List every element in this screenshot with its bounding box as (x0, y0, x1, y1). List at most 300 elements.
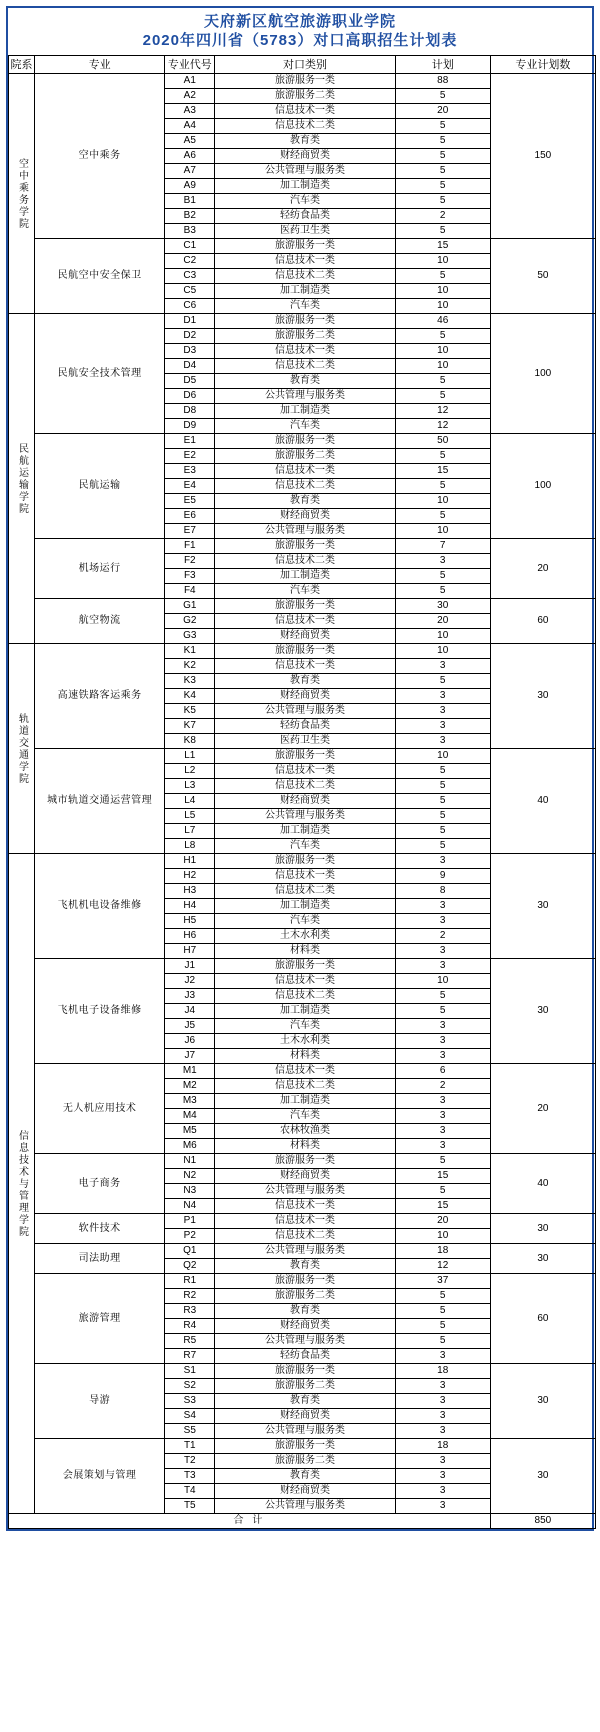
plan-count-cell: 5 (395, 1004, 490, 1019)
title-line-1: 天府新区航空旅游职业学院 (203, 13, 396, 30)
category-cell: 汽车类 (215, 839, 395, 854)
plan-count-cell: 5 (395, 509, 490, 524)
major-code-cell: K2 (165, 659, 215, 674)
plan-count-cell: 50 (395, 434, 490, 449)
major-total-cell: 30 (490, 1214, 595, 1244)
plan-count-cell: 5 (395, 674, 490, 689)
major-code-cell: R7 (165, 1349, 215, 1364)
major-code-cell: N2 (165, 1169, 215, 1184)
table-head (9, 56, 596, 74)
major-code-cell: B1 (165, 194, 215, 209)
category-cell: 公共管理与服务类 (215, 1424, 395, 1439)
plan-count-cell: 37 (395, 1274, 490, 1289)
category-cell: 旅游服务一类 (215, 539, 395, 554)
major-code-cell: H4 (165, 899, 215, 914)
table-row (9, 1244, 596, 1259)
total-label-cell: 合 计 (9, 1514, 491, 1529)
major-code-cell: E4 (165, 479, 215, 494)
category-cell: 信息技术一类 (215, 254, 395, 269)
category-cell: 信息技术二类 (215, 1229, 395, 1244)
department-cell: 轨道交通学院 (9, 644, 35, 854)
major-code-cell: L2 (165, 764, 215, 779)
major-name-cell: 民航运输 (35, 434, 165, 539)
plan-count-cell: 3 (395, 689, 490, 704)
major-code-cell: L7 (165, 824, 215, 839)
major-code-cell: K1 (165, 644, 215, 659)
major-code-cell: A6 (165, 149, 215, 164)
major-code-cell: F4 (165, 584, 215, 599)
plan-count-cell: 10 (395, 344, 490, 359)
plan-count-cell: 15 (395, 1169, 490, 1184)
category-cell: 旅游服务一类 (215, 854, 395, 869)
major-code-cell: P2 (165, 1229, 215, 1244)
plan-count-cell: 5 (395, 1334, 490, 1349)
major-code-cell: A9 (165, 179, 215, 194)
table-row (9, 959, 596, 974)
category-cell: 信息技术一类 (215, 659, 395, 674)
major-code-cell: J4 (165, 1004, 215, 1019)
major-total-cell: 60 (490, 1274, 595, 1364)
plan-count-cell: 9 (395, 869, 490, 884)
plan-count-cell: 5 (395, 119, 490, 134)
category-cell: 旅游服务一类 (215, 959, 395, 974)
category-cell: 教育类 (215, 674, 395, 689)
category-cell: 信息技术一类 (215, 764, 395, 779)
major-code-cell: R4 (165, 1319, 215, 1334)
plan-count-cell: 3 (395, 959, 490, 974)
major-code-cell: A2 (165, 89, 215, 104)
plan-count-cell: 20 (395, 1214, 490, 1229)
major-code-cell: H6 (165, 929, 215, 944)
category-cell: 材料类 (215, 944, 395, 959)
major-code-cell: M3 (165, 1094, 215, 1109)
major-code-cell: E6 (165, 509, 215, 524)
category-cell: 旅游服务一类 (215, 1364, 395, 1379)
category-cell: 加工制造类 (215, 1094, 395, 1109)
major-code-cell: D4 (165, 359, 215, 374)
table-row (9, 314, 596, 329)
major-total-cell: 30 (490, 1364, 595, 1439)
major-total-cell: 150 (490, 74, 595, 239)
table-row (9, 239, 596, 254)
total-value-cell: 850 (490, 1514, 595, 1529)
category-cell: 信息技术一类 (215, 104, 395, 119)
department-cell: 信息技术与管理学院 (9, 854, 35, 1514)
table-row (9, 749, 596, 764)
category-cell: 财经商贸类 (215, 1484, 395, 1499)
plan-count-cell: 5 (395, 164, 490, 179)
major-name-cell: 城市轨道交通运营管理 (35, 749, 165, 854)
plan-count-cell: 30 (395, 599, 490, 614)
major-code-cell: R5 (165, 1334, 215, 1349)
major-code-cell: K5 (165, 704, 215, 719)
plan-count-cell: 3 (395, 1349, 490, 1364)
plan-count-cell: 3 (395, 704, 490, 719)
category-cell: 信息技术二类 (215, 884, 395, 899)
plan-count-cell: 5 (395, 134, 490, 149)
major-total-cell: 20 (490, 539, 595, 599)
col-header-major: 专业 (35, 56, 165, 74)
category-cell: 旅游服务一类 (215, 314, 395, 329)
plan-count-cell: 10 (395, 359, 490, 374)
major-name-cell: 飞机机电设备维修 (35, 854, 165, 959)
major-code-cell: A3 (165, 104, 215, 119)
plan-count-cell: 3 (395, 1019, 490, 1034)
major-code-cell: D9 (165, 419, 215, 434)
category-cell: 旅游服务二类 (215, 89, 395, 104)
plan-count-cell: 5 (395, 764, 490, 779)
major-code-cell: T2 (165, 1454, 215, 1469)
plan-count-cell: 3 (395, 1484, 490, 1499)
category-cell: 旅游服务二类 (215, 1289, 395, 1304)
category-cell: 材料类 (215, 1139, 395, 1154)
major-name-cell: 飞机电子设备维修 (35, 959, 165, 1064)
category-cell: 信息技术一类 (215, 344, 395, 359)
plan-count-cell: 3 (395, 899, 490, 914)
major-code-cell: K8 (165, 734, 215, 749)
major-code-cell: J5 (165, 1019, 215, 1034)
category-cell: 公共管理与服务类 (215, 1244, 395, 1259)
major-name-cell: 空中乘务 (35, 74, 165, 239)
plan-count-cell: 3 (395, 1034, 490, 1049)
major-code-cell: N1 (165, 1154, 215, 1169)
major-total-cell: 100 (490, 314, 595, 434)
major-total-cell: 40 (490, 1154, 595, 1214)
major-code-cell: M1 (165, 1064, 215, 1079)
category-cell: 信息技术二类 (215, 119, 395, 134)
category-cell: 公共管理与服务类 (215, 1334, 395, 1349)
plan-count-cell: 7 (395, 539, 490, 554)
category-cell: 教育类 (215, 1469, 395, 1484)
major-code-cell: H3 (165, 884, 215, 899)
category-cell: 汽车类 (215, 299, 395, 314)
major-name-cell: 无人机应用技术 (35, 1064, 165, 1154)
category-cell: 信息技术一类 (215, 974, 395, 989)
plan-count-cell: 3 (395, 1379, 490, 1394)
plan-count-cell: 5 (395, 1304, 490, 1319)
category-cell: 材料类 (215, 1049, 395, 1064)
major-name-cell: 民航安全技术管理 (35, 314, 165, 434)
table-row (9, 599, 596, 614)
plan-count-cell: 18 (395, 1439, 490, 1454)
plan-count-cell: 8 (395, 884, 490, 899)
major-name-cell: 电子商务 (35, 1154, 165, 1214)
plan-count-cell: 5 (395, 1154, 490, 1169)
major-code-cell: Q2 (165, 1259, 215, 1274)
plan-count-cell: 5 (395, 149, 490, 164)
major-code-cell: E1 (165, 434, 215, 449)
major-code-cell: M5 (165, 1124, 215, 1139)
major-code-cell: R2 (165, 1289, 215, 1304)
major-code-cell: C3 (165, 269, 215, 284)
major-code-cell: A5 (165, 134, 215, 149)
plan-count-cell: 2 (395, 929, 490, 944)
major-total-cell: 30 (490, 644, 595, 749)
major-code-cell: S1 (165, 1364, 215, 1379)
plan-count-cell: 10 (395, 524, 490, 539)
major-code-cell: J3 (165, 989, 215, 1004)
category-cell: 信息技术一类 (215, 1214, 395, 1229)
plan-count-cell: 20 (395, 104, 490, 119)
major-code-cell: L8 (165, 839, 215, 854)
major-code-cell: J6 (165, 1034, 215, 1049)
major-code-cell: D1 (165, 314, 215, 329)
major-code-cell: K3 (165, 674, 215, 689)
major-code-cell: C1 (165, 239, 215, 254)
major-code-cell: S2 (165, 1379, 215, 1394)
plan-count-cell: 10 (395, 494, 490, 509)
major-code-cell: S3 (165, 1394, 215, 1409)
major-name-cell: 司法助理 (35, 1244, 165, 1274)
major-code-cell: H2 (165, 869, 215, 884)
category-cell: 旅游服务二类 (215, 1379, 395, 1394)
major-code-cell: D3 (165, 344, 215, 359)
category-cell: 公共管理与服务类 (215, 1184, 395, 1199)
category-cell: 医药卫生类 (215, 734, 395, 749)
major-code-cell: N4 (165, 1199, 215, 1214)
major-code-cell: A7 (165, 164, 215, 179)
table-row (9, 74, 596, 89)
category-cell: 旅游服务一类 (215, 1154, 395, 1169)
major-code-cell: E7 (165, 524, 215, 539)
plan-count-cell: 6 (395, 1064, 490, 1079)
major-total-cell: 30 (490, 959, 595, 1064)
plan-count-cell: 3 (395, 1409, 490, 1424)
category-cell: 旅游服务一类 (215, 239, 395, 254)
major-name-cell: 高速铁路客运乘务 (35, 644, 165, 749)
category-cell: 财经商贸类 (215, 1319, 395, 1334)
total-row (9, 1514, 596, 1529)
category-cell: 加工制造类 (215, 284, 395, 299)
category-cell: 汽车类 (215, 1109, 395, 1124)
plan-count-cell: 5 (395, 1184, 490, 1199)
plan-count-cell: 3 (395, 1499, 490, 1514)
plan-count-cell: 5 (395, 989, 490, 1004)
major-code-cell: H1 (165, 854, 215, 869)
major-total-cell: 20 (490, 1064, 595, 1154)
plan-count-cell: 12 (395, 419, 490, 434)
plan-count-cell: 88 (395, 74, 490, 89)
plan-count-cell: 12 (395, 404, 490, 419)
major-code-cell: T5 (165, 1499, 215, 1514)
category-cell: 旅游服务一类 (215, 749, 395, 764)
major-code-cell: N3 (165, 1184, 215, 1199)
plan-count-cell: 5 (395, 569, 490, 584)
category-cell: 信息技术二类 (215, 554, 395, 569)
major-code-cell: T3 (165, 1469, 215, 1484)
plan-count-cell: 5 (395, 779, 490, 794)
category-cell: 土木水利类 (215, 929, 395, 944)
plan-count-cell: 3 (395, 1124, 490, 1139)
category-cell: 汽车类 (215, 914, 395, 929)
major-code-cell: C5 (165, 284, 215, 299)
plan-count-cell: 5 (395, 89, 490, 104)
category-cell: 汽车类 (215, 419, 395, 434)
major-code-cell: K7 (165, 719, 215, 734)
plan-count-cell: 3 (395, 854, 490, 869)
category-cell: 教育类 (215, 494, 395, 509)
category-cell: 公共管理与服务类 (215, 704, 395, 719)
major-total-cell: 40 (490, 749, 595, 854)
category-cell: 财经商贸类 (215, 794, 395, 809)
major-name-cell: 软件技术 (35, 1214, 165, 1244)
major-code-cell: D2 (165, 329, 215, 344)
plan-count-cell: 3 (395, 1109, 490, 1124)
category-cell: 信息技术一类 (215, 614, 395, 629)
category-cell: 教育类 (215, 1259, 395, 1274)
major-code-cell: P1 (165, 1214, 215, 1229)
plan-count-cell: 5 (395, 224, 490, 239)
category-cell: 旅游服务一类 (215, 1274, 395, 1289)
category-cell: 汽车类 (215, 1019, 395, 1034)
plan-count-cell: 5 (395, 809, 490, 824)
category-cell: 信息技术二类 (215, 779, 395, 794)
major-code-cell: M6 (165, 1139, 215, 1154)
category-cell: 加工制造类 (215, 404, 395, 419)
major-code-cell: S5 (165, 1424, 215, 1439)
major-code-cell: D6 (165, 389, 215, 404)
col-header-major-total: 专业计划数 (490, 56, 595, 74)
category-cell: 农林牧渔类 (215, 1124, 395, 1139)
major-code-cell: E5 (165, 494, 215, 509)
category-cell: 公共管理与服务类 (215, 1499, 395, 1514)
category-cell: 信息技术二类 (215, 359, 395, 374)
plan-count-cell: 5 (395, 449, 490, 464)
plan-count-cell: 3 (395, 914, 490, 929)
table-row (9, 1274, 596, 1289)
category-cell: 旅游服务二类 (215, 449, 395, 464)
plan-count-cell: 3 (395, 944, 490, 959)
category-cell: 加工制造类 (215, 569, 395, 584)
plan-count-cell: 5 (395, 824, 490, 839)
major-code-cell: J1 (165, 959, 215, 974)
category-cell: 财经商贸类 (215, 689, 395, 704)
plan-count-cell: 5 (395, 374, 490, 389)
category-cell: 轻纺食品类 (215, 209, 395, 224)
category-cell: 旅游服务一类 (215, 599, 395, 614)
category-cell: 财经商贸类 (215, 149, 395, 164)
major-total-cell: 30 (490, 854, 595, 959)
major-code-cell: Q1 (165, 1244, 215, 1259)
major-code-cell: L1 (165, 749, 215, 764)
header-row (9, 56, 596, 74)
major-code-cell: F1 (165, 539, 215, 554)
plan-count-cell: 10 (395, 629, 490, 644)
major-name-cell: 机场运行 (35, 539, 165, 599)
table-row (9, 1154, 596, 1169)
category-cell: 轻纺食品类 (215, 1349, 395, 1364)
major-total-cell: 60 (490, 599, 595, 644)
category-cell: 公共管理与服务类 (215, 164, 395, 179)
category-cell: 旅游服务二类 (215, 1454, 395, 1469)
table-row (9, 854, 596, 869)
major-code-cell: T4 (165, 1484, 215, 1499)
major-code-cell: L5 (165, 809, 215, 824)
major-code-cell: L3 (165, 779, 215, 794)
plan-count-cell: 10 (395, 749, 490, 764)
major-total-cell: 100 (490, 434, 595, 539)
major-code-cell: B2 (165, 209, 215, 224)
table-row (9, 539, 596, 554)
category-cell: 旅游服务一类 (215, 434, 395, 449)
plan-count-cell: 10 (395, 284, 490, 299)
category-cell: 教育类 (215, 134, 395, 149)
major-code-cell: D8 (165, 404, 215, 419)
category-cell: 教育类 (215, 1394, 395, 1409)
plan-count-cell: 15 (395, 239, 490, 254)
major-code-cell: B3 (165, 224, 215, 239)
col-header-department: 院系 (9, 56, 35, 74)
title-line-2: 2020年四川省（5783）对口高职招生计划表 (142, 32, 458, 49)
major-code-cell: F2 (165, 554, 215, 569)
category-cell: 医药卫生类 (215, 224, 395, 239)
major-code-cell: A4 (165, 119, 215, 134)
plan-count-cell: 5 (395, 794, 490, 809)
plan-count-cell: 5 (395, 479, 490, 494)
category-cell: 信息技术一类 (215, 464, 395, 479)
col-header-category: 对口类别 (215, 56, 395, 74)
category-cell: 信息技术二类 (215, 269, 395, 284)
category-cell: 公共管理与服务类 (215, 524, 395, 539)
category-cell: 财经商贸类 (215, 509, 395, 524)
department-cell: 民航运输学院 (9, 314, 35, 644)
plan-count-cell: 18 (395, 1244, 490, 1259)
category-cell: 财经商贸类 (215, 1169, 395, 1184)
table-row (9, 434, 596, 449)
plan-count-cell: 3 (395, 1049, 490, 1064)
category-cell: 旅游服务一类 (215, 644, 395, 659)
category-cell: 教育类 (215, 374, 395, 389)
major-code-cell: G1 (165, 599, 215, 614)
category-cell: 旅游服务一类 (215, 74, 395, 89)
plan-count-cell: 3 (395, 719, 490, 734)
category-cell: 加工制造类 (215, 899, 395, 914)
major-name-cell: 民航空中安全保卫 (35, 239, 165, 314)
plan-count-cell: 18 (395, 1364, 490, 1379)
plan-count-cell: 10 (395, 1229, 490, 1244)
plan-count-cell: 5 (395, 584, 490, 599)
category-cell: 财经商贸类 (215, 629, 395, 644)
plan-count-cell: 10 (395, 974, 490, 989)
document-title-block (6, 6, 594, 55)
major-code-cell: T1 (165, 1439, 215, 1454)
category-cell: 教育类 (215, 1304, 395, 1319)
department-cell: 空中乘务学院 (9, 74, 35, 314)
table-row (9, 1364, 596, 1379)
category-cell: 公共管理与服务类 (215, 809, 395, 824)
category-cell: 公共管理与服务类 (215, 389, 395, 404)
plan-count-cell: 3 (395, 659, 490, 674)
table-body (9, 74, 596, 1529)
category-cell: 信息技术一类 (215, 869, 395, 884)
table-row (9, 1064, 596, 1079)
col-header-plan: 计划 (395, 56, 490, 74)
plan-count-cell: 2 (395, 1079, 490, 1094)
major-code-cell: M4 (165, 1109, 215, 1124)
major-code-cell: D5 (165, 374, 215, 389)
plan-count-cell: 3 (395, 734, 490, 749)
plan-count-cell: 15 (395, 1199, 490, 1214)
col-header-major-code: 专业代号 (165, 56, 215, 74)
major-code-cell: R3 (165, 1304, 215, 1319)
plan-count-cell: 15 (395, 464, 490, 479)
category-cell: 加工制造类 (215, 179, 395, 194)
table-row (9, 1214, 596, 1229)
admission-plan-table (8, 55, 596, 1529)
plan-count-cell: 3 (395, 1139, 490, 1154)
category-cell: 土木水利类 (215, 1034, 395, 1049)
category-cell: 汽车类 (215, 194, 395, 209)
